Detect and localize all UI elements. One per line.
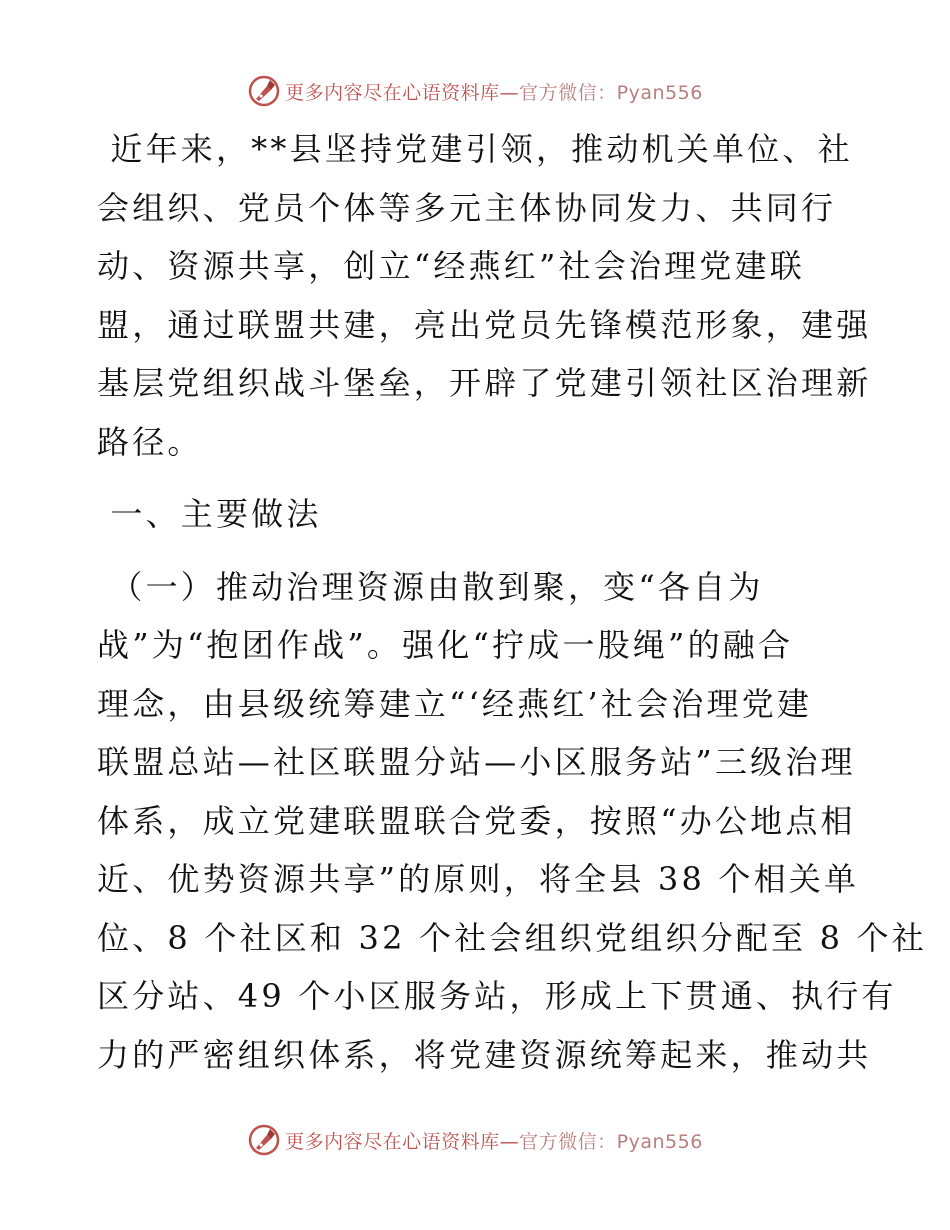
text-line: 近年来，**县坚持党建引领，推动机关单位、社: [97, 130, 853, 168]
text-line: 理念，由县级统筹建立“‘经燕红’社会治理党建: [97, 684, 813, 723]
subsection-paragraph: [97, 558, 927, 1085]
section-heading: 一、主要做法: [97, 495, 322, 533]
header-watermark-banner: [0, 71, 950, 111]
watermark-text: [285, 78, 703, 105]
text-line: 力的严密组织体系，将党建资源统筹起来，推动共: [97, 1035, 872, 1074]
text-line: 体系，成立党建联盟联合党委，按照“办公地点相: [97, 801, 856, 840]
text-line: （一）推动治理资源由散到聚，变“各自为: [97, 567, 764, 606]
footer-watermark-banner: [0, 1120, 950, 1160]
text-line: 会组织、党员个体等多元主体协同发力、共同行: [97, 188, 837, 227]
pen-nib-logo-icon: [247, 74, 281, 108]
watermark-wechat-text: 官方微信：Pyan556: [519, 81, 703, 104]
watermark-main-text: 更多内容尽在心语资料库—: [285, 1130, 520, 1153]
text-line: 动、资源共享，创立“经燕红”社会治理党建联: [97, 247, 805, 285]
text-line: 盟，通过联盟共建，亮出党员先锋模范形象，建强: [97, 305, 872, 344]
text-line: 路径。: [97, 422, 203, 461]
text-line: 区分站、49 个小区服务站，形成上下贯通、执行有: [97, 977, 897, 1015]
text-line: 近、优势资源共享”的原则，将全县 38 个相关单: [97, 860, 860, 898]
watermark-text: [285, 1127, 703, 1154]
text-line: 战”为“抱团作战”。强化“拧成一股绳”的融合: [97, 626, 794, 664]
text-line: 位、8 个社区和 32 个社会组织党组织分配至 8 个社: [97, 918, 927, 957]
watermark-wechat-text: 官方微信：Pyan556: [519, 1130, 703, 1153]
text-line: 联盟总站—社区联盟分站—小区服务站”三级治理: [97, 743, 856, 781]
intro-paragraph: [97, 120, 872, 471]
watermark-main-text: 更多内容尽在心语资料库—: [285, 81, 520, 104]
pen-nib-logo-icon: [247, 1123, 281, 1157]
text-line: 基层党组织战斗堡垒，开辟了党建引领社区治理新: [97, 364, 872, 402]
document-body: [97, 120, 927, 1084]
